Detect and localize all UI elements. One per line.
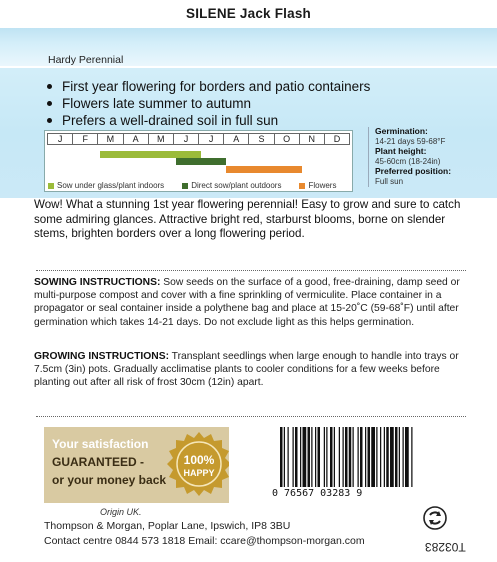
product-code: T03283 bbox=[424, 540, 466, 554]
height-value: 45-60cm (18-24in) bbox=[375, 156, 441, 166]
feature-item: First year flowering for borders and patio containers bbox=[44, 78, 370, 95]
origin-text: Origin UK. bbox=[100, 507, 142, 517]
month-cell: J bbox=[173, 133, 198, 145]
sowing-text: Sow seeds on the surface of a good, free-draining, damp seed or multi-purpose compost and cover with a fine sprinkling of vermiculite. Place container in a propagator or seal container inside a polythene bag and place at 15-20˚C (59-68˚F) until after germination which takes 14-21 days. Do not exclude light as this helps germination. bbox=[34, 277, 460, 328]
bullet-icon bbox=[47, 118, 52, 123]
sow-glass-bar bbox=[100, 151, 201, 158]
feature-item: Flowers late summer to autumn bbox=[44, 95, 370, 112]
sowing-heading: SOWING INSTRUCTIONS: bbox=[34, 277, 161, 288]
month-cell: J bbox=[198, 133, 223, 145]
feature-item: Prefers a well-drained soil in full sun bbox=[44, 112, 370, 129]
barcode-bar bbox=[380, 427, 381, 487]
barcode-bar bbox=[371, 427, 375, 487]
barcode-bar bbox=[339, 427, 340, 487]
guarantee-line-2: GUARANTEED - bbox=[52, 455, 144, 469]
guarantee-line-1: Your satisfaction bbox=[52, 437, 149, 451]
barcode-bar bbox=[368, 427, 371, 487]
barcode-bar bbox=[284, 427, 285, 487]
flowering-bar bbox=[226, 166, 302, 173]
germination-value: 14-21 days 59-68°F bbox=[375, 136, 446, 146]
calendar-legend bbox=[48, 181, 336, 190]
contact-line: Contact centre 0844 573 1818 Email: ccare@thompson-morgan.com bbox=[44, 535, 365, 547]
guarantee-badge bbox=[44, 427, 229, 503]
barcode-bar bbox=[308, 427, 311, 487]
sowing-instructions bbox=[34, 276, 474, 329]
month-cell: J bbox=[47, 133, 72, 145]
plant-type: Hardy Perennial bbox=[48, 54, 124, 66]
barcode-bar bbox=[384, 427, 385, 487]
barcode-bar bbox=[343, 427, 344, 487]
month-cell: A bbox=[123, 133, 148, 145]
growing-instructions bbox=[34, 350, 474, 390]
barcode-bar bbox=[288, 427, 289, 487]
barcode-bar bbox=[345, 427, 348, 487]
barcode-bar bbox=[395, 427, 398, 487]
barcode-bar bbox=[311, 427, 312, 487]
position-value: Full sun bbox=[375, 176, 404, 186]
company-address: Thompson & Morgan, Poplar Lane, Ipswich, IP8 3BU bbox=[44, 520, 291, 532]
month-cell: N bbox=[299, 133, 324, 145]
position-label: Preferred position: bbox=[375, 166, 452, 176]
germination-label: Germination: bbox=[375, 126, 428, 136]
divider bbox=[36, 270, 466, 271]
product-description: Wow! What a stunning 1st year flowering perennial! Easy to grow and sure to catch some admiring glances. Attractive bright red, starburst blooms, borne on slender stems, brighten borders over a long flowering period. bbox=[34, 198, 461, 240]
barcode-bar bbox=[315, 427, 316, 487]
barcode-bar bbox=[280, 427, 283, 487]
barcode-bar bbox=[326, 427, 327, 487]
growing-text: Transplant seedlings when large enough to handle into trays or 7.5cm (3in) pots. Gradually acclimatise plants to cooler conditions for a few weeks before planting out after all risk of frost 30cm (12in) apart. bbox=[34, 351, 459, 389]
month-cell: M bbox=[97, 133, 122, 145]
barcode-bar bbox=[334, 427, 335, 487]
barcode-bar bbox=[324, 427, 325, 487]
barcode-bar bbox=[399, 427, 400, 487]
barcode-bar bbox=[353, 427, 354, 487]
recycle-icon bbox=[423, 506, 447, 530]
swatch-icon bbox=[299, 183, 305, 189]
barcode-bar bbox=[303, 427, 307, 487]
swatch-icon bbox=[48, 183, 54, 189]
month-cell: O bbox=[274, 133, 299, 145]
month-cell: F bbox=[72, 133, 97, 145]
calendar-months bbox=[47, 133, 350, 145]
barcode-number: 0 76567 03283 9 bbox=[272, 488, 363, 499]
swatch-icon bbox=[182, 183, 188, 189]
bullet-icon bbox=[47, 84, 52, 89]
barcode-bar bbox=[358, 427, 359, 487]
barcode-bar bbox=[411, 427, 412, 487]
barcode-bar bbox=[386, 427, 389, 487]
barcode-icon bbox=[278, 427, 470, 493]
barcode-bar bbox=[403, 427, 404, 487]
barcode-bar bbox=[318, 427, 321, 487]
sow-direct-bar bbox=[176, 158, 226, 165]
height-label: Plant height: bbox=[375, 146, 427, 156]
month-cell: A bbox=[223, 133, 248, 145]
month-cell: M bbox=[148, 133, 173, 145]
bullet-icon bbox=[47, 101, 52, 106]
happy-seal-icon bbox=[166, 431, 229, 497]
barcode-bar bbox=[349, 427, 352, 487]
divider bbox=[36, 416, 466, 417]
legend-sow-glass: Sow under glass/plant indoors bbox=[48, 181, 164, 190]
month-cell: S bbox=[248, 133, 273, 145]
growing-heading: GROWING INSTRUCTIONS: bbox=[34, 351, 169, 362]
seal-word: HAPPY bbox=[183, 468, 215, 478]
product-code-wrap bbox=[415, 538, 475, 556]
barcode-bar bbox=[376, 427, 377, 487]
product-title: SILENE Jack Flash bbox=[186, 6, 311, 21]
barcode-bar bbox=[390, 427, 394, 487]
barcode-bar bbox=[293, 427, 294, 487]
month-cell: D bbox=[324, 133, 350, 145]
feature-list bbox=[44, 78, 370, 129]
barcode-bar bbox=[360, 427, 363, 487]
legend-flowers: Flowers bbox=[299, 181, 336, 190]
growing-info bbox=[368, 127, 497, 187]
legend-sow-direct: Direct sow/plant outdoors bbox=[182, 181, 281, 190]
barcode-bar bbox=[405, 427, 409, 487]
barcode-bar bbox=[295, 427, 298, 487]
seal-percent: 100% bbox=[183, 453, 215, 467]
barcode-bar bbox=[330, 427, 333, 487]
barcode-bar bbox=[300, 427, 301, 487]
guarantee-line-3: or your money back bbox=[52, 473, 167, 487]
barcode-bar bbox=[365, 427, 366, 487]
